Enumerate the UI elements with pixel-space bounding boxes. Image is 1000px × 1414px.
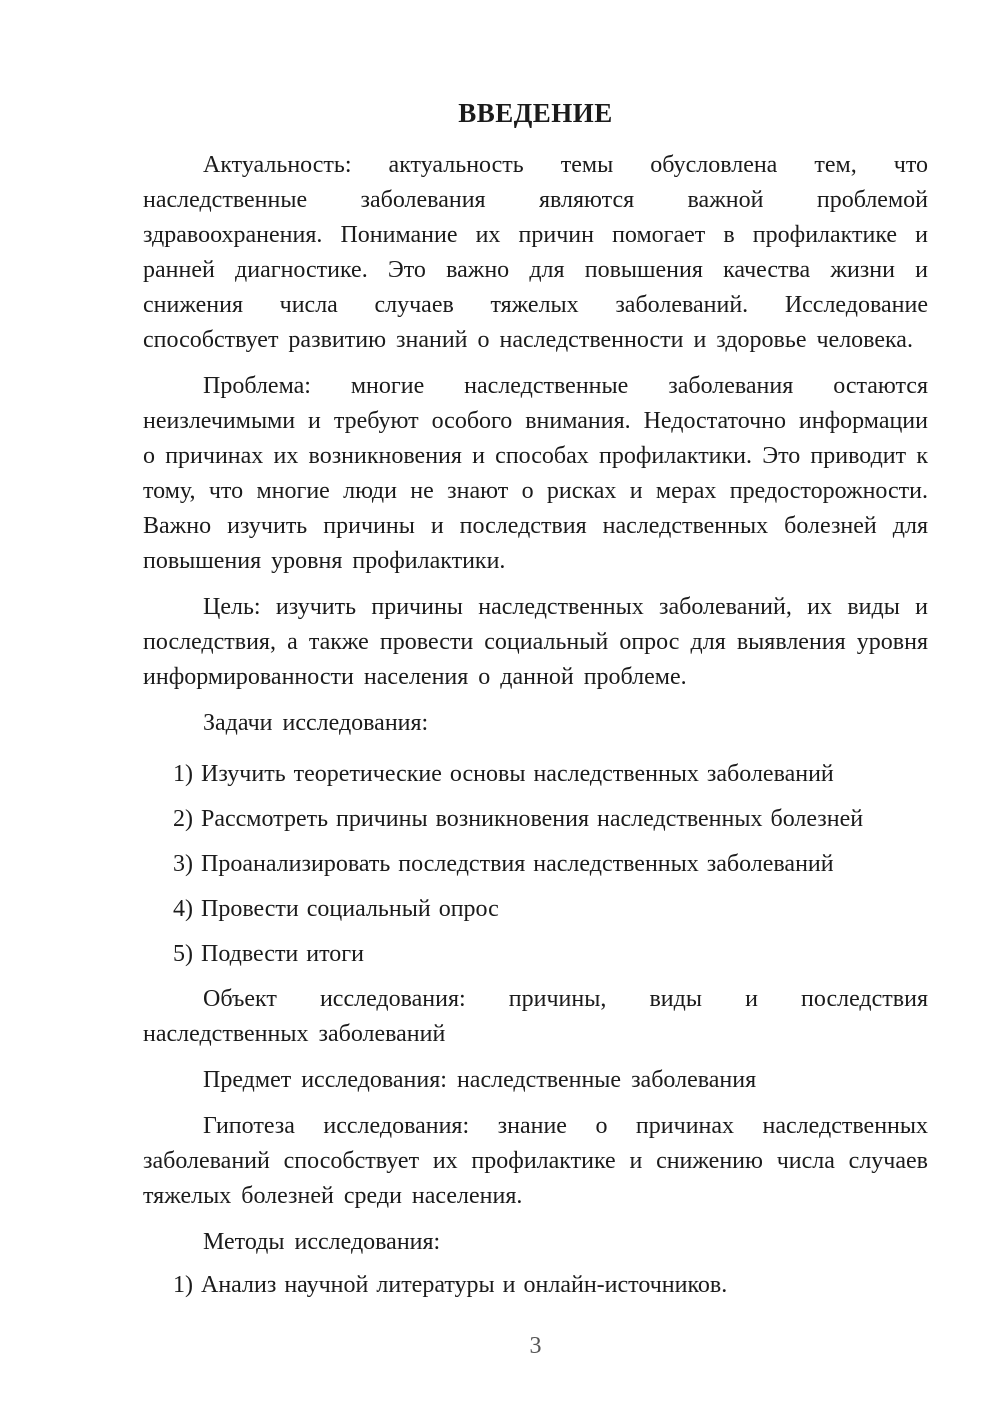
tasks-heading: Задачи исследования: — [203, 710, 429, 736]
object-paragraph: Объект исследования: причины, виды и последствия наследственных заболеваний — [143, 986, 928, 1047]
hypothesis-paragraph: Гипотеза исследования: знание о причинах наследственных заболеваний способствует их профилактике и снижению числа случаев тяжелых болезней среди населения. — [143, 1113, 928, 1209]
problem-paragraph: Проблема: многие наследственные заболевания остаются неизлечимыми и требуют особого внимания. Недостаточно информации о причинах их возникновения и способах профилактики. Это приводит к тому, что многие люди не знают о рисках и мерах предосторожности. Важно изучить причины и последствия наследственных болезней для повышения уровня профилактики. — [143, 373, 928, 574]
task-item-4: 4) Провести социальный опрос — [173, 896, 499, 922]
task-item-5: 5) Подвести итоги — [173, 941, 364, 967]
task-item-1: 1) Изучить теоретические основы наследственных заболеваний — [173, 761, 834, 787]
task-item-3: 3) Проанализировать последствия наследственных заболеваний — [173, 851, 834, 877]
introduction-title: ВВЕДЕНИЕ — [458, 98, 613, 128]
goal-paragraph: Цель: изучить причины наследственных заболеваний, их виды и последствия, а также провести социальный опрос для выявления уровня информированности населения о данной проблеме. — [143, 594, 928, 690]
method-item-1: 1) Анализ научной литературы и онлайн-источников. — [173, 1272, 728, 1298]
document-content — [143, 96, 928, 1313]
methods-heading: Методы исследования: — [203, 1229, 441, 1255]
relevance-paragraph: Актуальность: актуальность темы обусловлена тем, что наследственные заболевания являются важной проблемой здравоохранения. Понимание их причин помогает в профилактике и ранней диагностике. Это важно для повышения качества жизни и снижения числа случаев тяжелых заболеваний. Исследование способствует развитию знаний о наследственности и здоровье человека. — [143, 152, 928, 353]
page-number: 3 — [529, 1333, 542, 1359]
task-item-2: 2) Рассмотреть причины возникновения наследственных болезней — [173, 806, 864, 832]
tasks-list — [143, 757, 928, 972]
methods-list — [143, 1268, 928, 1303]
subject-paragraph: Предмет исследования: наследственные заболевания — [203, 1067, 757, 1093]
